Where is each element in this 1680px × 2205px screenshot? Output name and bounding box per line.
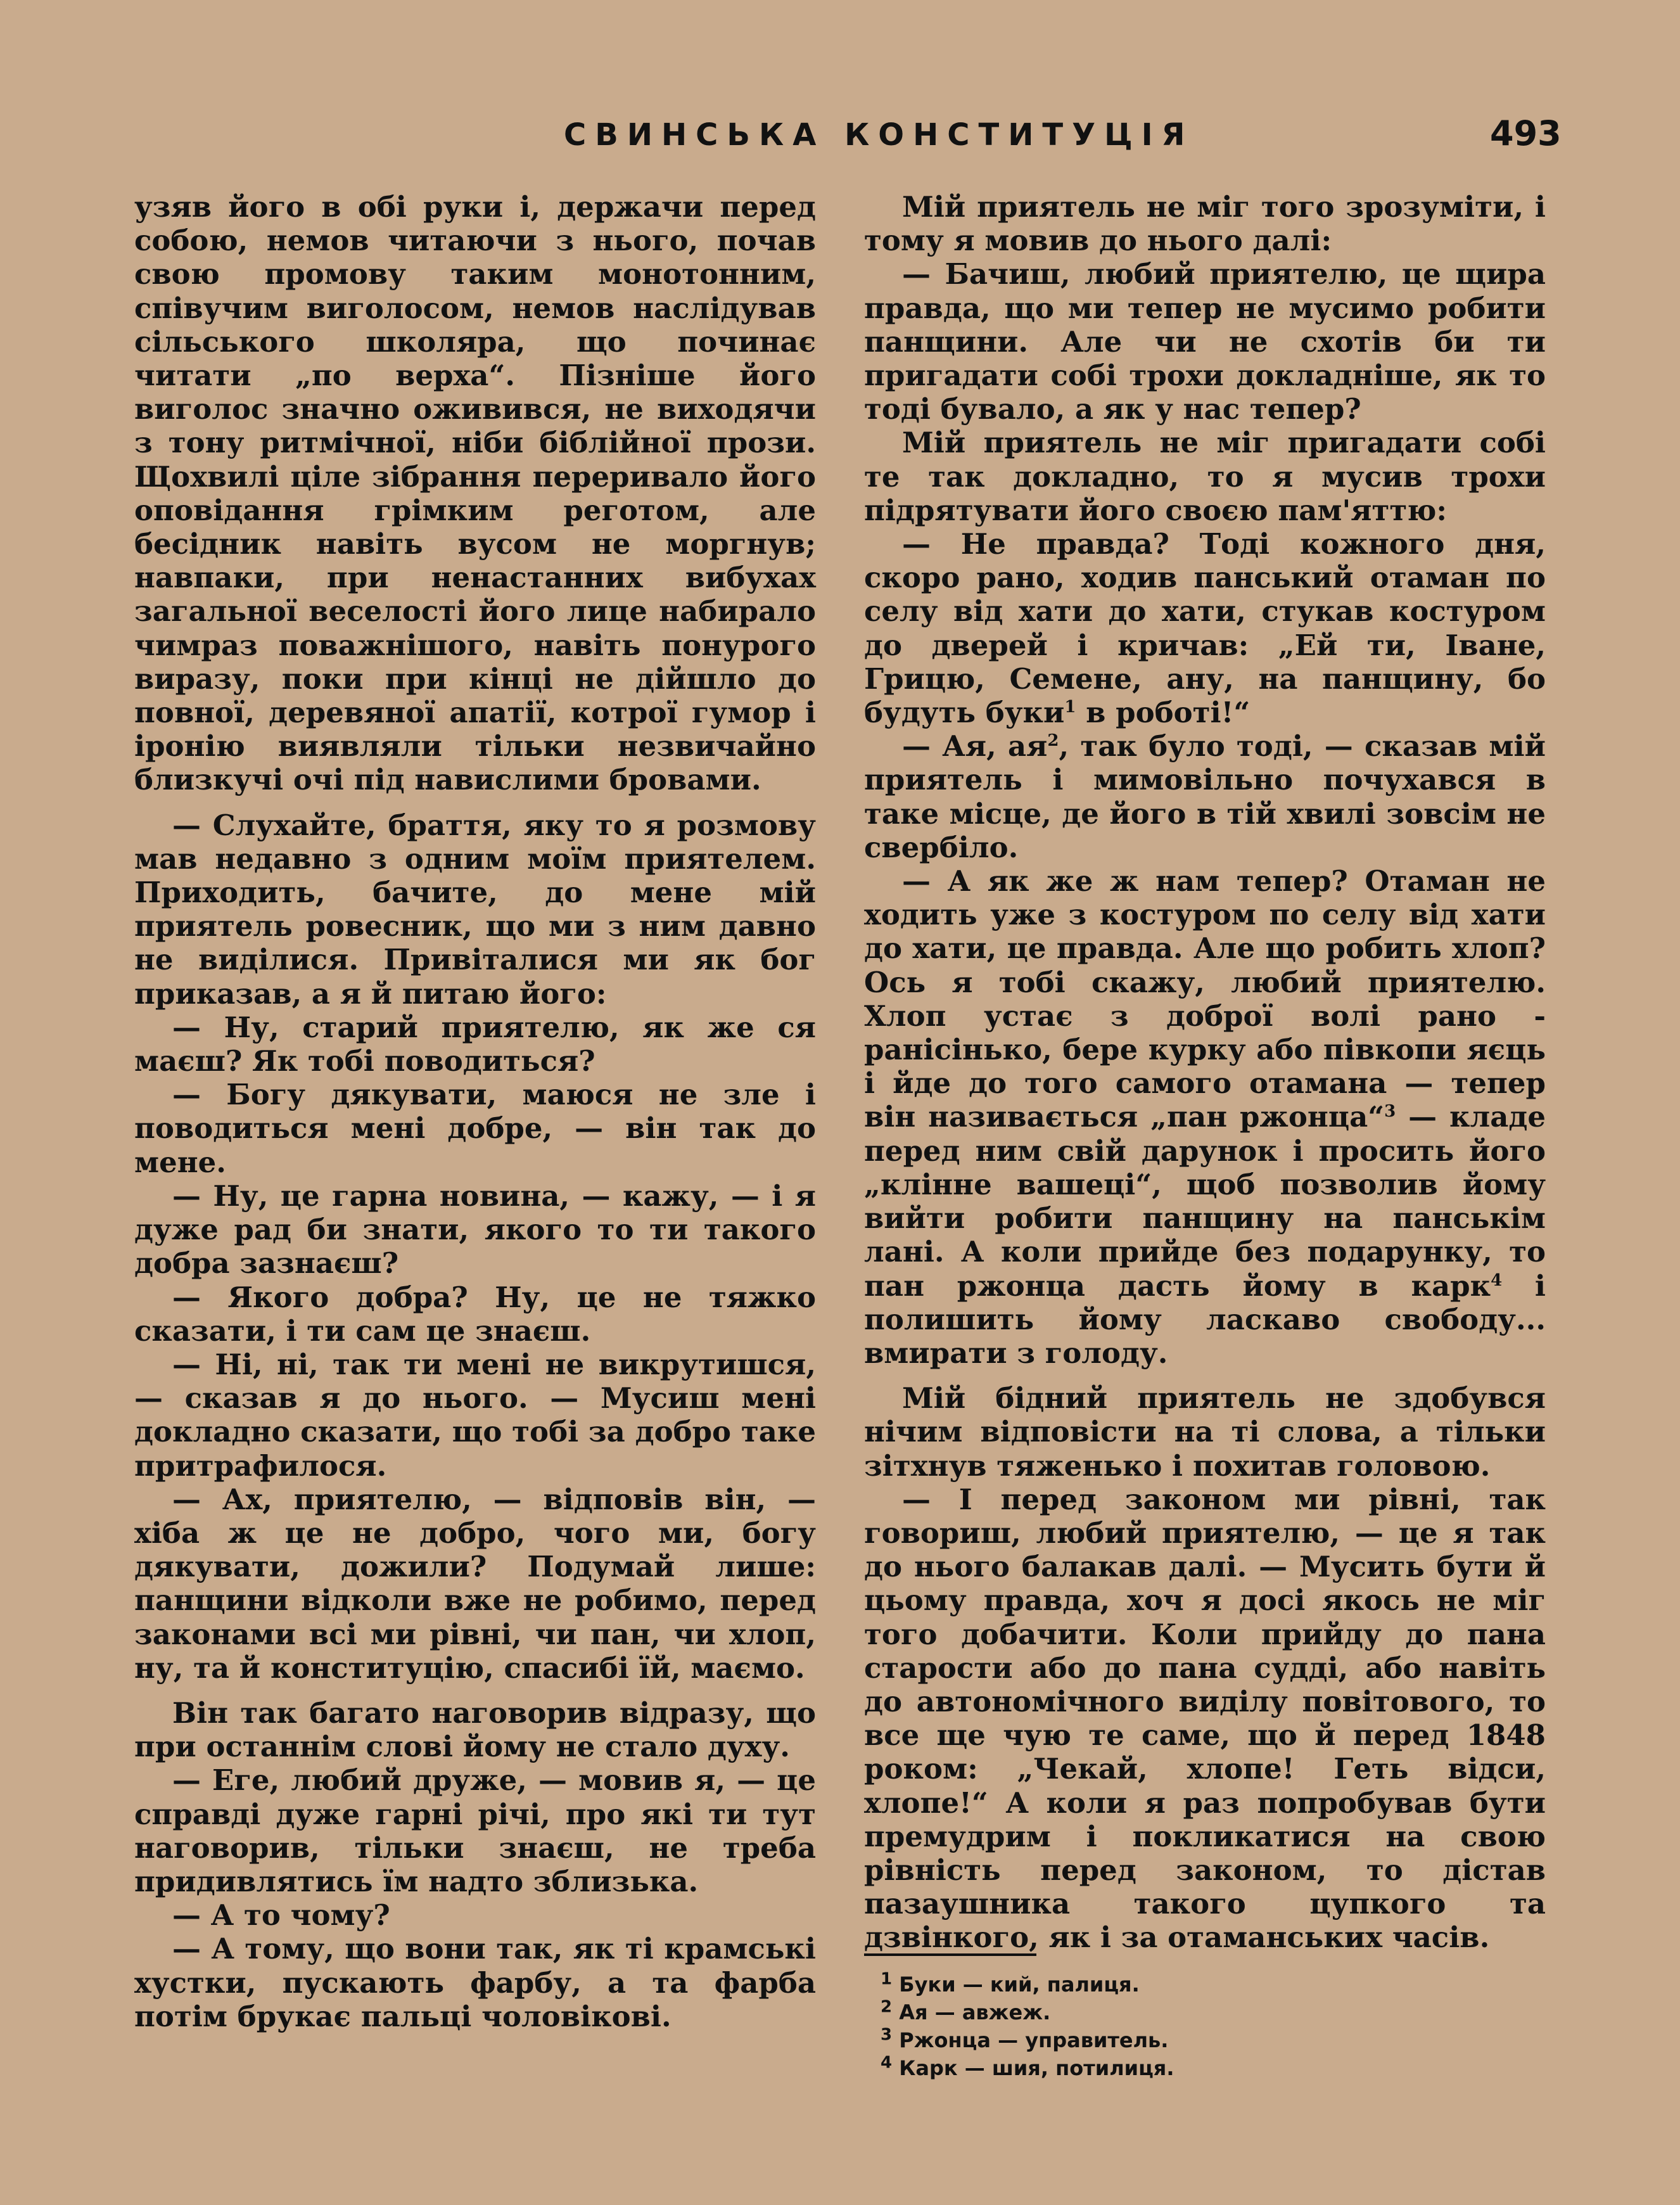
- paragraph: Мій приятель не міг пригадати собі те так докладно, то я мусив трохи підрятувати його своєю пам'яттю:: [864, 426, 1546, 527]
- paragraph: — Еге, любий друже, — мовив я, — це справді дуже гарні річі, про які ти тут наговорив, тільки знаєш, не треба придивлятись їм надто зблизька.: [134, 1763, 816, 1898]
- paragraph: — А то чому?: [172, 1898, 390, 1933]
- left-column: [134, 190, 816, 2033]
- page-header: [0, 113, 1680, 162]
- footnote: [881, 2026, 1324, 2054]
- footnote-number: 2: [881, 1997, 893, 2017]
- footnote-text: Ржонца — управитель.: [899, 2028, 1169, 2052]
- paragraph: — Якого добра? Ну, це не тяжко сказати, і ти сам це знаєш.: [134, 1280, 816, 1348]
- paragraph: — Слухайте, браття, яку то я розмову мав недавно з одним моїм приятелем. Приходить, бачите, до мене мій приятель ровесник, що ми з ним давно не виділися. Привіталися ми як бог приказав, а я й питаю його:: [134, 808, 816, 1011]
- footnote-ref: 4: [1491, 1270, 1503, 1290]
- footnote-text: Буки — кий, палиця.: [899, 1972, 1140, 1997]
- footnote: [881, 1971, 1324, 1998]
- paragraph: — Ах, приятелю, — відповів він, — хіба ж це не добро, чого ми, богу дякувати, дожили? Подумай лише: панщини відколи вже не робимо, перед законами всі ми рівні, чи пан, чи хлоп, ну, та й конституцію, спасибі їй, маємо.: [134, 1482, 816, 1685]
- footnote-number: 1: [881, 1969, 893, 1989]
- paragraph: — Ну, старий приятелю, як же ся маєш? Як тобі поводиться?: [134, 1010, 816, 1078]
- footnote: [881, 2054, 1324, 2082]
- paragraph: [864, 864, 1546, 1370]
- paragraph: — Богу дякувати, маюся не зле і поводиться мені добре, — він так до мене.: [134, 1078, 816, 1179]
- running-title: СВИНСЬКА КОНСТИТУЦІЯ: [564, 117, 1194, 153]
- right-column: [864, 190, 1546, 1955]
- footnote-number: 4: [881, 2053, 893, 2073]
- footnote-ref: 2: [1047, 731, 1059, 751]
- paragraph: — Ну, це гарна новина, — кажу, — і я дуже рад би знати, якого то ти такого добра зазнаєш?: [134, 1179, 816, 1281]
- paragraph: Мій приятель не міг того зрозуміти, і тому я мовив до нього далі:: [864, 190, 1546, 258]
- footnote-number: 3: [881, 2025, 893, 2045]
- paragraph-text: , так було тоді, — сказав мій приятель і мимовільно почухався в таке місце, де його в тій хвилі зовсім не свербіло.: [864, 729, 1546, 864]
- footnote: [881, 1998, 1324, 2026]
- paragraph-text: — Ая, ая: [902, 729, 1048, 764]
- paragraph: — А тому, що вони так, як ті крамські хустки, пускають фарбу, а та фарба потім брукає пальці чоловікові.: [134, 1932, 816, 2033]
- paragraph: — І перед законом ми рівні, так говориш, любий приятелю, — це я так до нього балакав далі. — Мусить бути й цьому правда, хоч я досі якось не міг того добачити. Коли прийду до пана старости або до пана судді, або навіть до автономічного виділу повітового, то все ще чую те саме, що й перед 1848 роком: „Чекай, хлопе! Геть відси, хлопе!“ А коли я раз попробував бути премудрим і покликатися на свою рівність перед законом, то дістав пазаушника такого цупкого та дзвінкого, як і за отаманських часів.: [864, 1482, 1546, 1955]
- paragraph: — Ні, ні, так ти мені не викрутишся, — сказав я до нього. — Мусиш мені докладно сказати, що тобі за добро таке притрафилося.: [134, 1347, 816, 1483]
- page-number: 493: [1490, 113, 1562, 153]
- paragraph: [864, 527, 1546, 729]
- paragraph-text: — Не правда? Тоді кожного дня, скоро рано, ходив панський отаман по селу від хати до хати, стукав костуром до дверей і кричав: „Ей ти, Іване, Грицю, Семене, ану, на панщину, бо будуть буки: [864, 527, 1546, 730]
- paragraph: [864, 729, 1546, 864]
- footnote-ref: 1: [1064, 698, 1076, 717]
- footnote-divider: [864, 1953, 1036, 1956]
- paragraph-text: — кладе перед ним свій дарунок і просить його „клінне вашеці“, щоб позволив йому вийти робити панщину на панськім лані. А коли прийде без подарунку, то пан ржонца дасть йому в карк: [864, 1100, 1546, 1303]
- footnote-text: Карк — шия, потилиця.: [899, 2056, 1174, 2080]
- footnote-text: Ая — авжеж.: [899, 2000, 1051, 2024]
- paragraph: Він так багато наговорив відразу, що при останнім слові йому не стало духу.: [134, 1696, 816, 1764]
- footnote-ref: 3: [1384, 1102, 1396, 1122]
- paragraph: Мій бідний приятель не здобувся нічим відповісти на ті слова, а тільки зітхнув тяженько і похитав головою.: [864, 1381, 1546, 1483]
- paragraph-text: і полишить йому ласкаво свободу... вмирати з голоду.: [864, 1269, 1546, 1370]
- paragraph: узяв його в обі руки і, держачи перед собою, немов читаючи з нього, почав свою промову таким монотонним, співучим виголосом, немов наслідував сільського школяра, що починає читати „по верха“. Пізніше його виголос значно оживився, не виходячи з тону ритмічної, ніби біблійної прози. Щохвилі ціле зібрання переривало його оповідання грімким реготом, але бесідник навіть вусом не моргнув; навпаки, при ненастанних вибухах загальної веселості його лице набирало чимраз поважнішого, навіть понурого виразу, поки при кінці не дійшло до повної, деревяної апатії, котрої гумор і іронію виявляли тільки незвичайно близкучі очі під навислими бровами.: [134, 190, 816, 797]
- paragraph-text: в роботі!“: [1076, 696, 1250, 730]
- paragraph-text: — А як же ж нам тепер? Отаман не ходить уже з костуром по селу від хати до хати, це правда. Але що робить хлоп? Ось я тобі скажу, любий приятелю. Хлоп устає з доброї волі рано - ранісінько, бере курку або півкопи яєць і йде до того самого отамана — тепер він називається „пан ржонца“: [864, 864, 1546, 1134]
- footnotes: [881, 1971, 1324, 2082]
- paragraph: — Бачиш, любий приятелю, це щира правда, що ми тепер не мусимо робити панщини. Але чи не схотів би ти пригадати собі трохи докладніше, як то тоді бувало, а як у нас тепер?: [864, 257, 1546, 426]
